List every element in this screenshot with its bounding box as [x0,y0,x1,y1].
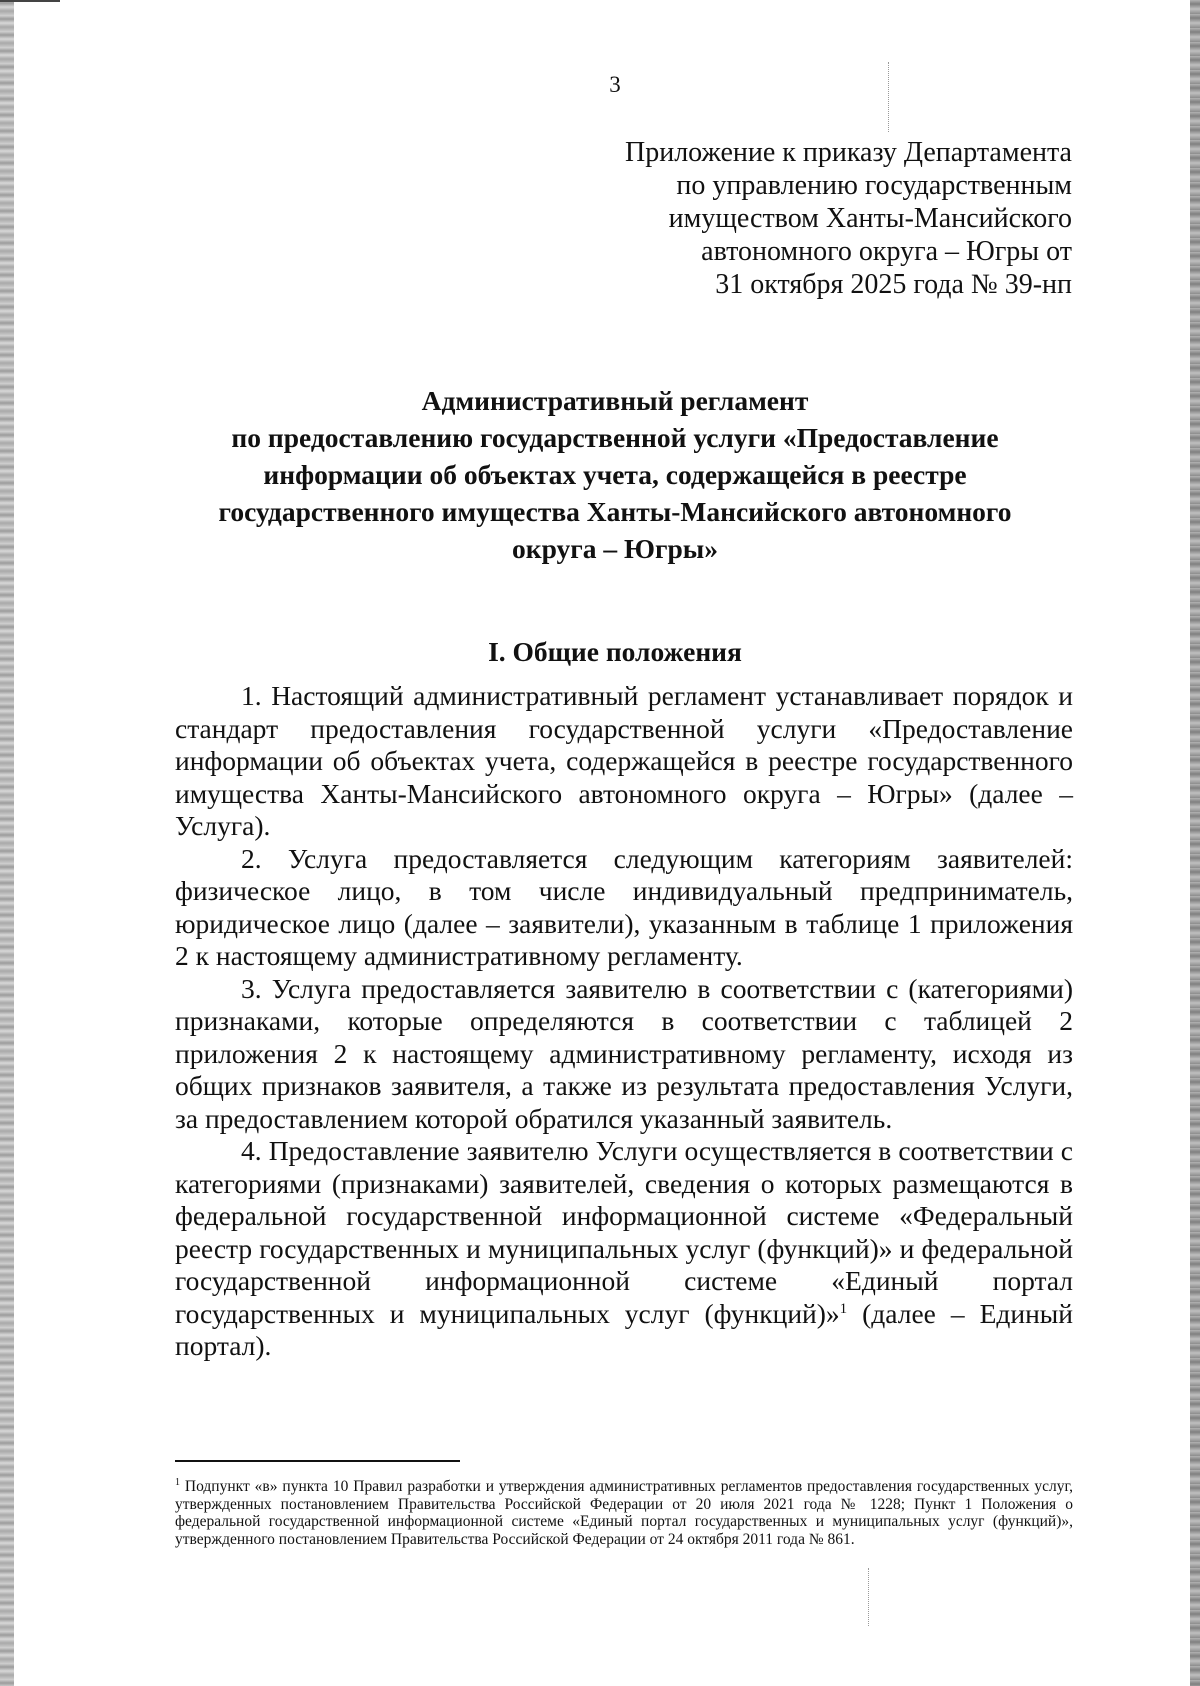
approval-line: по управлению государственным [676,170,1072,201]
paragraph-2: 2. Услуга предоставляется следующим категориям заявителей: физическое лицо, в том числе индивидуальный предприниматель, юридическое лицо (далее – заявители), указанным в таблице 1 приложения 2 к настоящему административному регламенту. [175,842,1073,971]
footnote-reference[interactable]: 1 [839,1300,848,1317]
approval-line: 31 октября 2025 года № 39-нп [715,269,1072,300]
footnote [175,1474,1073,1548]
scan-dotted-mark [868,1568,869,1626]
paragraph-4-text: 4. Предоставление заявителю Услуги осуществляется в соответствии с категориями (признаками) заявителей, сведения о которых размещаются в федеральной государственной информационной системе «Федеральный реестр государственных и муниципальных услуг (функций)» и федеральной государственной информационной системе «Единый портал государственных и муниципальных услуг (функций)» [175,1135,1073,1329]
footnote-marker: 1 [175,1477,180,1488]
paragraph-4 [175,1135,1073,1363]
approval-line: имуществом Ханты-Мансийского [668,203,1072,234]
footnote-separator [175,1460,460,1462]
paragraph-4-tail: (далее – Единый портал). [175,1297,1073,1361]
paragraph-3: 3. Услуга предоставляется заявителю в соответствии с (категориями) признаками, которые определяются в соответствии с таблицей 2 приложения 2 к настоящему административному регламенту, исходя из общих признаков заявителя, а также из результата предоставления Услуги, за предоставлением которой обратился указанный заявитель. [175,972,1073,1134]
scan-corner-mark [0,0,60,2]
title-line: по предоставлению государственной услуги «Предоставление [231,422,999,453]
page-number: 3 [609,72,621,97]
scan-right-edge [1190,0,1200,1686]
section-heading: I. Общие положения [488,636,742,667]
title-line: округа – Югры» [512,533,718,564]
footnote-text: Подпункт «в» пункта 10 Правил разработки и утверждения административных регламентов предоставления государственных услуг, утвержденных постановлением Правительства Российской Федерации от 20 июля 2021 года № 1228; Пункт 1 Положения о федеральной государственной информационной системе «Единый портал государственных и муниципальных услуг (функций)», утвержденного постановлением Правительства Российской Федерации от 24 октября 2011 года № 861. [175,1478,1073,1548]
scan-left-edge [0,0,14,1686]
approval-block [552,136,1072,301]
paragraph-1: 1. Настоящий административный регламент устанавливает порядок и стандарт предоставления государственной услуги «Предоставление информации об объектах учета, содержащейся в реестре государственного имущества Ханты-Мансийского автономного округа – Югры» (далее – Услуга). [175,680,1073,841]
approval-line: Приложение к приказу Департамента [625,137,1072,168]
approval-line: автономного округа – Югры от [701,236,1072,267]
title-line: государственного имущества Ханты-Мансийского автономного [218,496,1012,527]
title-line: Административный регламент [421,385,809,416]
document-title [175,382,1055,567]
title-line: информации об объектах учета, содержащейся в реестре [263,459,967,490]
body-text [175,680,1073,1363]
